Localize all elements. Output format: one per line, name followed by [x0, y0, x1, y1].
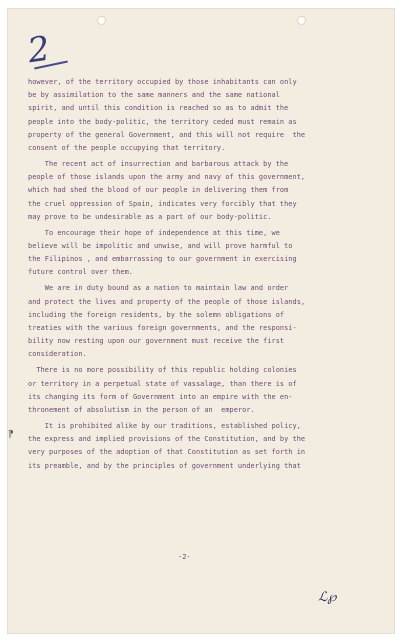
text-line: It is prohibited alike by our traditions, established policy,: [28, 422, 301, 431]
text-line: There is no more possibility of this republic holding colonies: [28, 366, 297, 375]
paragraph: [28, 420, 368, 473]
text-line: may prove to be undesirable as a part of our body-politic.: [28, 212, 272, 221]
paragraph: [28, 364, 368, 417]
text-line: consideration.: [28, 350, 87, 359]
paragraph: [28, 282, 368, 361]
text-line: thronement of absolutism in the person of an emperor.: [28, 406, 255, 415]
margin-mark: ⁋: [8, 430, 14, 440]
text-line: the express and implied provisions of the Constitution, and by the: [28, 435, 306, 444]
handwritten-initials-mark: ℒ℘: [318, 590, 337, 605]
text-line: We are in duty bound as a nation to maintain law and order: [28, 284, 289, 293]
text-line: its preamble, and by the principles of government underlying that: [28, 461, 301, 470]
punch-hole-left: [97, 16, 106, 25]
text-line: including the foreign residents, by the solemn obligations of: [28, 310, 285, 319]
text-line: spirit, and until this condition is reached so as to admit the: [28, 104, 289, 113]
text-line: its changing its form of Government into an empire with the en-: [28, 392, 293, 401]
text-line: however, of the territory occupied by those inhabitants can only: [28, 78, 297, 86]
text-line: bility now resting upon our government must receive the first: [28, 337, 285, 346]
text-line: or territory in a perpetual state of vassalage, than there is of: [28, 379, 297, 388]
text-line: the cruel oppression of Spain, indicates very forcibly that they: [28, 199, 297, 208]
paragraph: [28, 227, 368, 280]
text-line: very purposes of the adoption of that Constitution as set forth in: [28, 448, 306, 457]
text-line: consent of the people occupying that territory.: [28, 144, 226, 153]
text-line: property of the general Government, and this will not require the: [28, 130, 306, 139]
text-line: be by assimilation to the same manners and the same national: [28, 91, 280, 100]
handwritten-page-number: 2: [25, 28, 53, 72]
text-line: and protect the lives and property of the people of those islands,: [28, 297, 306, 306]
paragraph: [28, 158, 368, 224]
text-line: To encourage their hope of independence at this time, we: [28, 228, 280, 237]
text-line: the Filipinos , and embarrassing to our government in exercising: [28, 255, 297, 264]
text-line: which had shed the blood of our people in delivering them from: [28, 186, 289, 195]
paragraph: [28, 76, 368, 155]
text-line: people into the body-politic, the territory ceded must remain as: [28, 117, 297, 126]
text-line: treaties with the various foreign governments, and the responsi-: [28, 324, 297, 333]
text-line: future control over them.: [28, 268, 133, 277]
page-number: -2-: [178, 553, 191, 561]
typed-text-body: [28, 76, 368, 476]
text-line: believe will be impolitic and unwise, and will prove harmful to: [28, 242, 293, 251]
text-line: The recent act of insurrection and barbarous attack by the: [28, 160, 289, 169]
punch-hole-right: [297, 16, 306, 25]
text-line: people of those islands upon the army and navy of this government,: [28, 173, 306, 182]
